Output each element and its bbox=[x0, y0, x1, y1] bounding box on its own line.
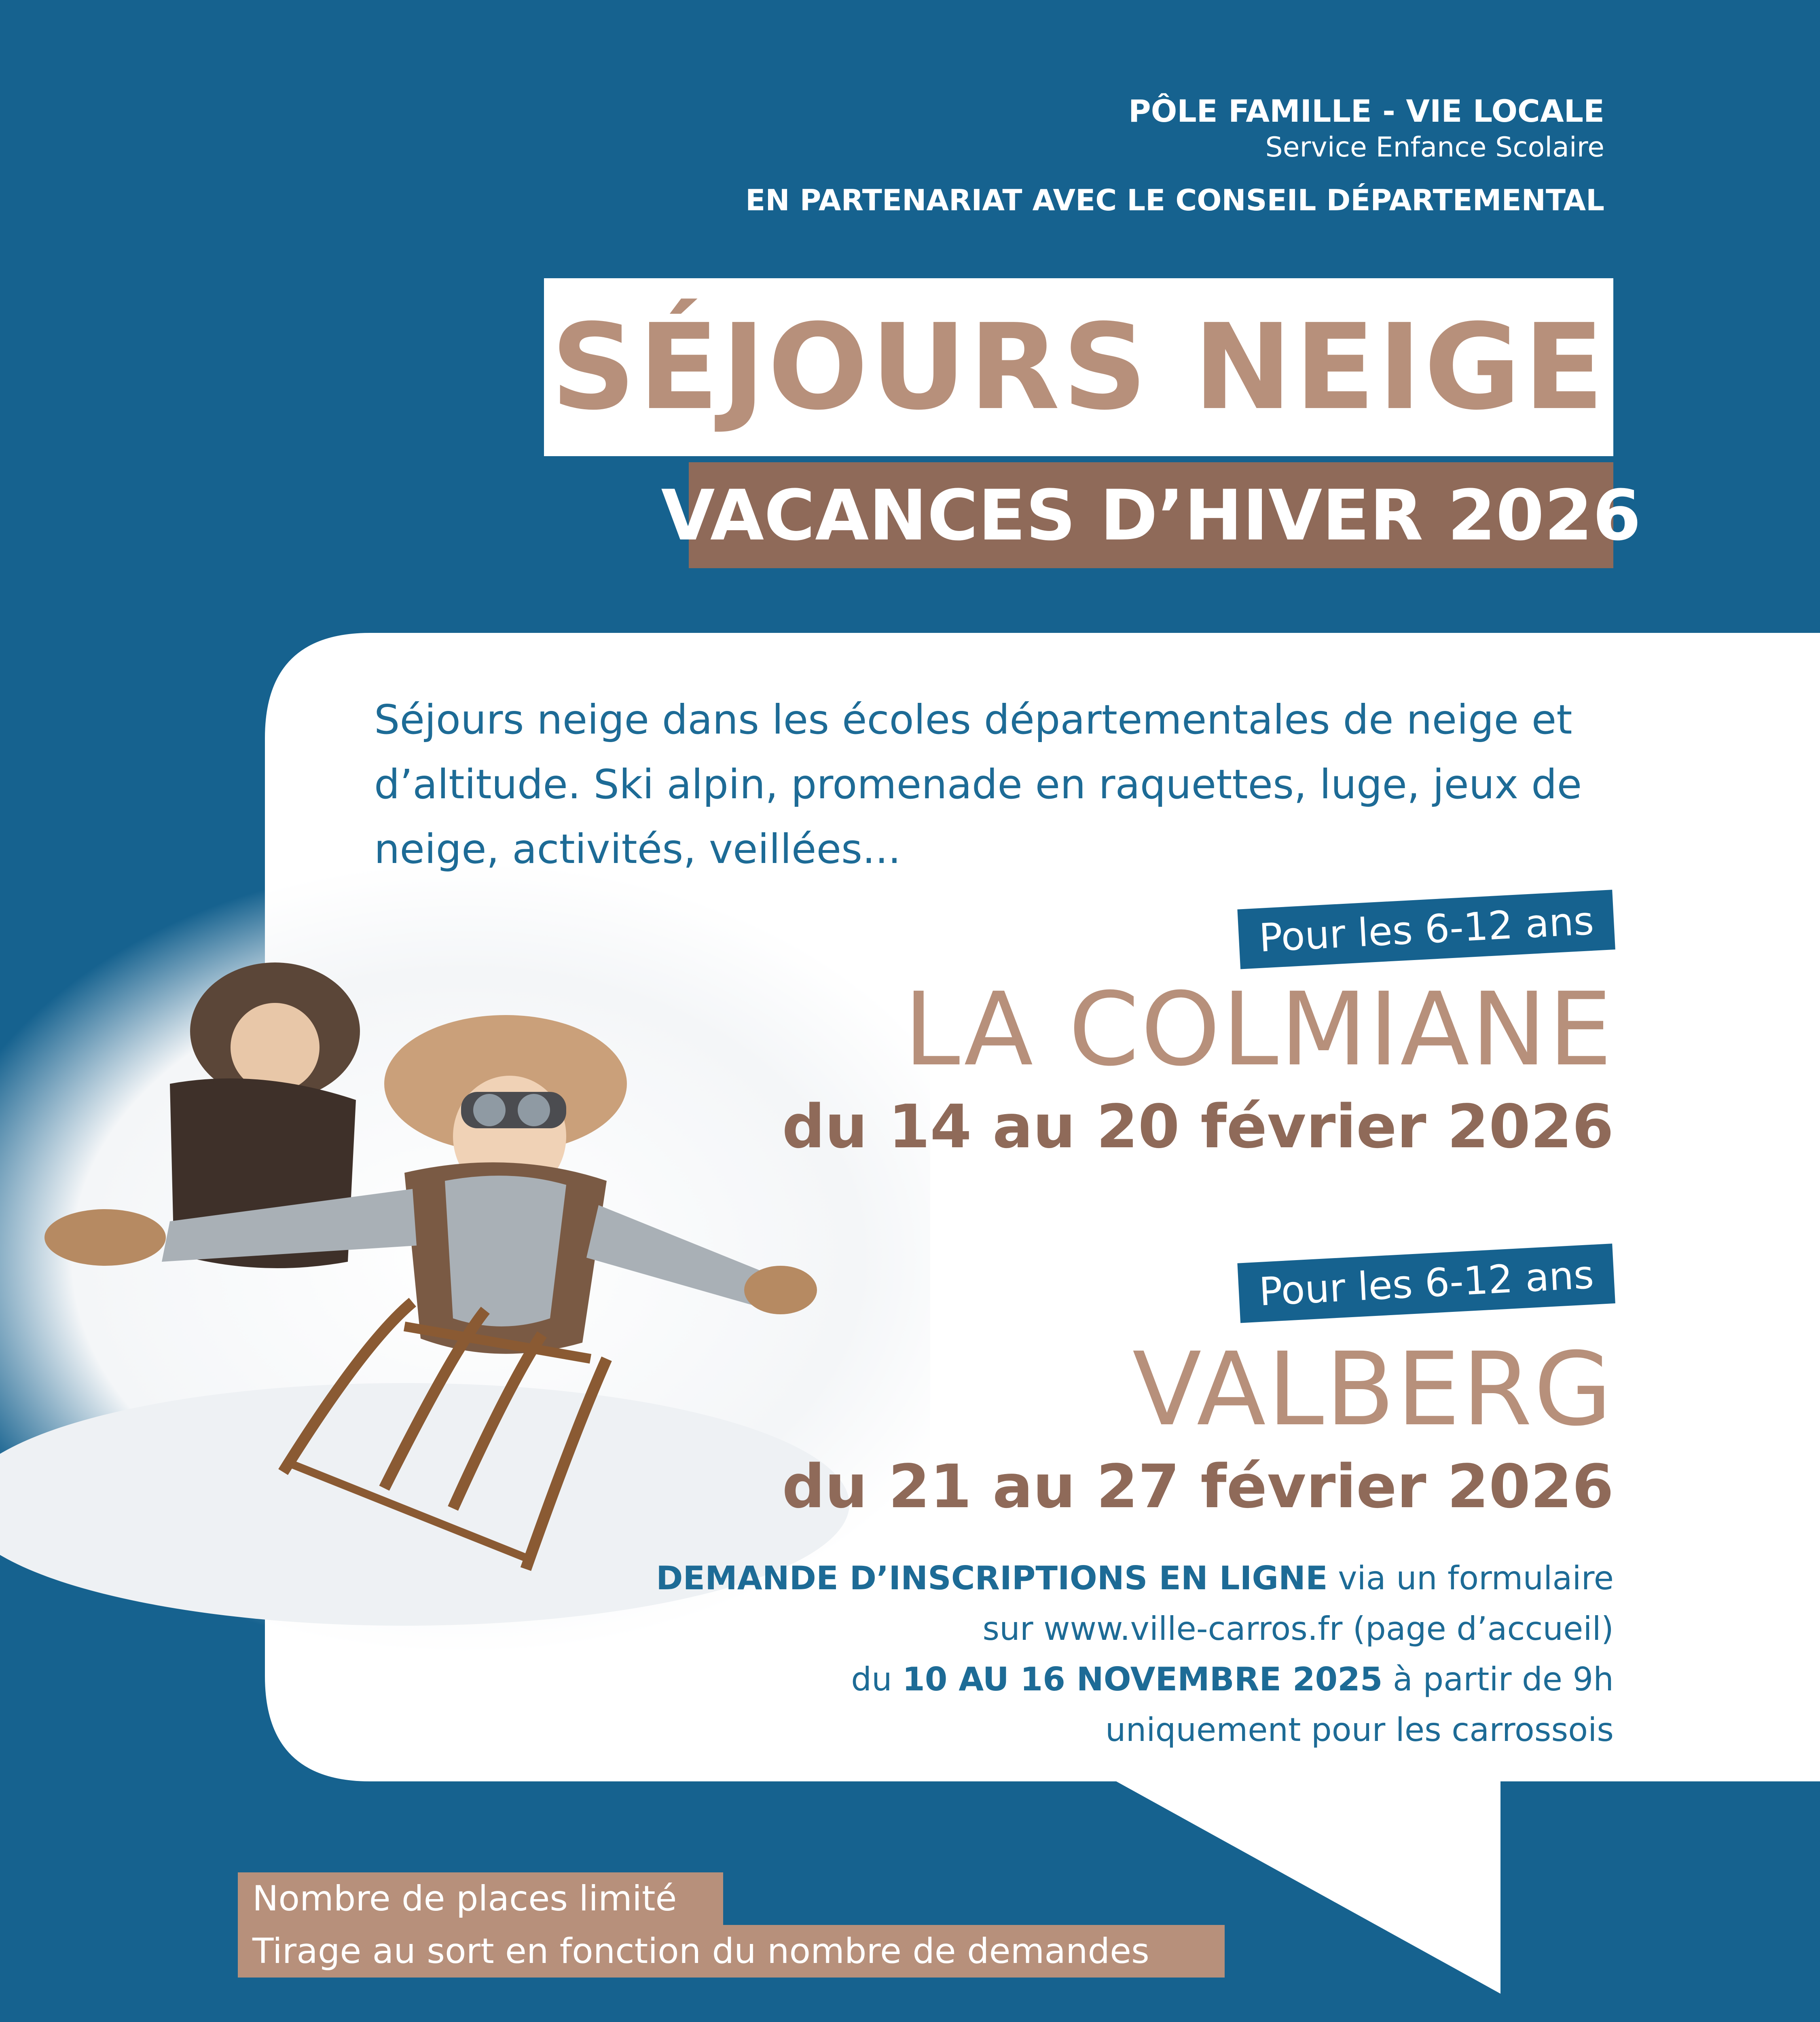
dates-valberg: du 21 au 27 février 2026 bbox=[782, 1452, 1614, 1521]
destination-valberg: VALBERG bbox=[1132, 1330, 1614, 1448]
age-badge-valberg: Pour les 6-12 ans bbox=[1237, 1244, 1615, 1323]
service-label: Service Enfance Scolaire bbox=[1265, 131, 1604, 163]
limited-places-note: Nombre de places limité bbox=[238, 1872, 723, 1925]
sled-photo bbox=[0, 857, 930, 1658]
intro-text: Séjours neige dans les écoles départementales de neige et d’altitude. Ski alpin, promenade en raquettes, luge, jeux de neige, activités, veillées... bbox=[374, 696, 1582, 873]
registration-line-4: uniquement pour les carrossois bbox=[1105, 1711, 1614, 1749]
dates-colmiane: du 14 au 20 février 2026 bbox=[782, 1092, 1614, 1161]
registration-line-1: DEMANDE D’INSCRIPTIONS EN LIGNE via un formulaire bbox=[656, 1559, 1614, 1597]
registration-line-3: du 10 AU 16 NOVEMBRE 2025 à partir de 9h bbox=[851, 1660, 1614, 1698]
partnership-label: EN PARTENARIAT AVEC LE CONSEIL DÉPARTEMENTAL bbox=[745, 183, 1604, 217]
page-title: SÉJOURS NEIGE bbox=[550, 298, 1607, 436]
page-subtitle: VACANCES D’HIVER 2026 bbox=[689, 462, 1613, 568]
destination-colmiane: LA COLMIANE bbox=[904, 971, 1614, 1088]
lottery-note: Tirage au sort en fonction du nombre de demandes bbox=[238, 1925, 1225, 1978]
registration-info bbox=[320, 1553, 1614, 1755]
pole-label: PÔLE FAMILLE - VIE LOCALE bbox=[1128, 93, 1604, 129]
age-badge-colmiane: Pour les 6-12 ans bbox=[1237, 890, 1615, 969]
registration-line-2: sur www.ville-carros.fr (page d’accueil) bbox=[982, 1610, 1614, 1648]
